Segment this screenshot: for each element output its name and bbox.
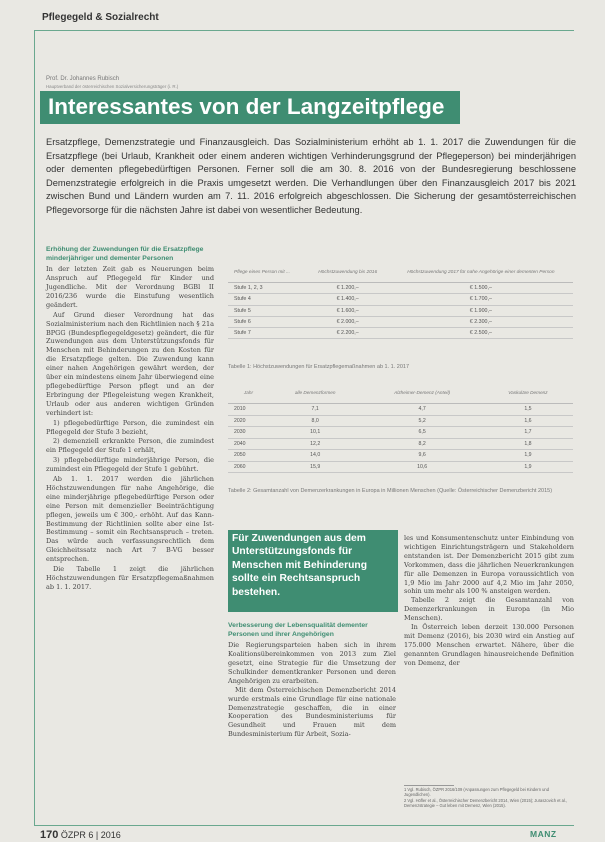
table-cell: Stufe 7 (228, 328, 307, 339)
table-cell: 1,5 (483, 404, 573, 416)
table-row (228, 283, 573, 294)
table-cell: 1,9 (483, 450, 573, 462)
table-cell: € 2.200,– (307, 328, 389, 339)
table-row (228, 427, 573, 439)
header-rule (34, 30, 574, 31)
table-cell: 1,7 (483, 427, 573, 439)
footnote: 1 Vgl. Rubisch, ÖZPR 2016/109 (Anpassungen zum Pflegegeld bei Kindern und Jugendlichen). (404, 787, 549, 797)
page-number: 170 (40, 829, 59, 841)
table-row (228, 294, 573, 305)
pull-quote: Für Zuwendungen aus dem Unterstützungsfonds für Menschen mit Behinderung sollte ein Rechtsanspruch bestehen. (232, 533, 368, 598)
table-row (228, 404, 573, 416)
table-row (228, 316, 573, 327)
paragraph: Mit dem Österreichischen Demenzbericht 2014 wurde erstmals eine Grundlage für eine nationale Demenzstrategie geschaffen, die in einer Kooperation des Bundesministeriums für Gesundheit und Frauen mit dem Bundesministerium für Arbeit, Sozia- (228, 685, 396, 739)
table-cell: 9,6 (361, 450, 482, 462)
table-cell: Stufe 6 (228, 316, 307, 327)
author-affiliation: Hauptverband der österreichischen Sozialversicherungsträger (i. R.) (46, 84, 179, 89)
table-row (228, 438, 573, 450)
table-cell: 2060 (228, 461, 269, 473)
article-title: Interessantes von der Langzeitpflege (48, 94, 445, 119)
table-header-cell: Höchstzuwendung 2017 für nahe Angehörige einer dementen Person (389, 262, 573, 283)
table-cell: € 2.500,– (389, 328, 573, 339)
issue-label: ÖZPR 6 | 2016 (60, 830, 121, 840)
right-column (404, 534, 574, 668)
table-header-cell: Pflege eines Person mit ... (228, 262, 307, 283)
paragraph: 2) demenziell erkrankte Person, die zumindest ein Pflegegeld der Stufe 1 erhält, (46, 437, 214, 455)
table-header-cell: Jahr (228, 381, 269, 404)
folio (40, 829, 121, 841)
table-header-cell: alle Demenzformen (269, 381, 361, 404)
middle-column-heading: Verbesserung der Lebensqualität dementer Personen und ihrer Angehörigen (228, 622, 368, 638)
table-cell: 2040 (228, 438, 269, 450)
paragraph: In der letzten Zeit gab es Neuerungen beim Anspruch auf Pflegegeld für Kinder und Jugendliche. Mit der Verordnung BGBl II 2016/236 wurde die Einstufung wesentlich geändert. (46, 265, 214, 309)
paragraph: Ab 1. 1. 2017 werden die jährlichen Höchstzuwendungen für nahe Angehörige, die eine minderjährige pflegebedürftige Person oder eine Person mit demenzieller Beeinträchtigung pflegen, jeweils um € 300,- erhöht. Auf das Kann-Bestimmung der Richtlinien sollte aber eine Ist-Bestimmung – somit ein Rechtsanspruch – treten. Das würde auch verfassungsrechtlich dem Gleichheitssatz nach Art 7 B-VG besser entsprechen. (46, 475, 214, 564)
table-cell: 8,0 (269, 415, 361, 427)
table-row (228, 415, 573, 427)
table-cell: 14,0 (269, 450, 361, 462)
table-cell: 1,6 (483, 415, 573, 427)
table-cell: € 1.200,– (307, 283, 389, 294)
table-cell: 10,6 (361, 461, 482, 473)
table-cell: € 1.700,– (389, 294, 573, 305)
table-cell: € 1.900,– (389, 305, 573, 316)
table-header-row (228, 262, 573, 283)
table-demenz (228, 381, 573, 473)
paragraph: Die Regierungsparteien haben sich in ihrem Koalitionsübereinkommen von 2013 zum Ziel gesetzt, eine Strategie für die Umsetzung der Schulkinder dementkranker Personen und deren Angehörigen zu erarbeiten. (228, 641, 396, 685)
footnote-rule (404, 785, 454, 786)
table-cell: Stufe 1, 2, 3 (228, 283, 307, 294)
table-cell: 2030 (228, 427, 269, 439)
table-row (228, 461, 573, 473)
table-caption: Tabelle 1: Höchstzuwendungen für Ersatzpflegemaßnahmen ab 1. 1. 2017 (228, 364, 410, 370)
table-cell: € 1.500,– (389, 283, 573, 294)
table-header-cell: Alzheimer-Demenz (Anteil) (361, 381, 482, 404)
table-cell: 1,8 (483, 438, 573, 450)
footnotes (404, 787, 574, 809)
table-cell: 2010 (228, 404, 269, 416)
table-cell: € 2.300,– (389, 316, 573, 327)
left-column-heading: Erhöhung der Zuwendungen für die Ersatzpflege minderjähriger und dementer Personen (46, 246, 204, 262)
table-header-cell: Vaskuläre Demenz (483, 381, 573, 404)
table-ersatzpflege (228, 262, 573, 339)
paragraph: 3) pflegebedürftige minderjährige Person, die zumindest ein Pflegegeld der Stufe 1 gebührt. (46, 456, 214, 474)
table-cell: 15,9 (269, 461, 361, 473)
footer-rule (34, 825, 574, 826)
table-cell: 10,1 (269, 427, 361, 439)
paragraph: Die Tabelle 1 zeigt die jährlichen Höchstzuwendungen für Ersatzpflegemaßnahmen ab 1. 1. 2017. (46, 565, 214, 591)
paragraph: 1) pflegebedürftige Person, die zumindest ein Pflegegeld der Stufe 3 bezieht, (46, 418, 214, 436)
paragraph: In Österreich leben derzeit 130.000 Personen mit Demenz (2016), bis 2030 wird ein Anstieg auf 175.000 Menschen erwartet. Nähere, über die genannten Grundlagen hinausreichende Definition von Demenz, der (404, 623, 574, 667)
table-cell: 4,7 (361, 404, 482, 416)
table-cell: 6,5 (361, 427, 482, 439)
table-cell: € 2.000,– (307, 316, 389, 327)
table-cell: 1,9 (483, 461, 573, 473)
margin-rule (34, 30, 35, 825)
table-header-cell: Höchstzuwendung bis 2016 (307, 262, 389, 283)
table-row (228, 450, 573, 462)
article-intro: Ersatzpflege, Demenzstrategie und Finanzausgleich. Das Sozialministerium erhöht ab 1. 1. 2017 die Zuwendungen für die Ersatzpflege (bei Urlaub, Krankheit oder einem anderen wichtigen Verhinderungsgrund der Pflegeperson) bei minderjährigen oder dementen pflegebedürftigen Personen. Ferner soll die am 30. 8. 2016 von der Bundesregierung beschlossene Demenzstrategie erfolgreich in die Praxis umgesetzt werden. Die Verhandlungen über den Finanzausgleich 2017 bis 2021 zwischen Bund und Ländern wurden am 7. 11. 2016 erfolgreich abgeschlossen. Die Sicherung der gesamtösterreichischen Pflegevorsorge für die nächsten Jahre ist dabei von wesentlicher Bedeutung. (46, 137, 576, 215)
table-cell: Stufe 5 (228, 305, 307, 316)
paragraph: Tabelle 2 zeigt die Gesamtanzahl von Demenzerkrankungen in Europa (in Mio Menschen). (404, 596, 574, 623)
table-cell: € 1.400,– (307, 294, 389, 305)
left-column (46, 246, 214, 593)
table-cell: 8,2 (361, 438, 482, 450)
table-cell: 12,2 (269, 438, 361, 450)
author-name: Prof. Dr. Johannes Rubisch (46, 76, 120, 82)
table-cell: 5,2 (361, 415, 482, 427)
table-row (228, 328, 573, 339)
table-cell: 7,1 (269, 404, 361, 416)
publisher-logo: MANZ (530, 829, 557, 839)
paragraph: les und Konsumentenschutz unter Einbindung von wichtigen Einrichtungsträgern und Stakeholdern entstanden ist. Der Demenzbericht 2015 gibt zum Vorkommen, dass die jährlichen Neuerkrankungen für alle Demenzen in Europa voraussichtlich von 1,9 Mio im Jahr 2000 auf 4,2 Mio im Jahr 2050, sohin um mehr als 100 % ansteigen werden. (404, 534, 574, 596)
table-header-row (228, 381, 573, 404)
table-cell: 2050 (228, 450, 269, 462)
footnote: 2 Vgl. Höfler et al., Österreichischer Demenzbericht 2014, Wien (2015); Juraszovich et al., Demenzstrategie – Gut leben mit Demenz, Wien (2015). (404, 798, 568, 808)
table-cell: Stufe 4 (228, 294, 307, 305)
table-caption: Tabelle 2: Gesamtanzahl von Demenzerkrankungen in Europa in Millionen Menschen (Quelle: Österreichischer Demenzbericht 2015) (228, 488, 553, 494)
table-cell: € 1.600,– (307, 305, 389, 316)
paragraph: Auf Grund dieser Verordnung hat das Sozialministerium nach den Richtlinien nach § 21a BPGG (Bundespflegegeldgesetz) geändert, die für Zuwendungen aus dem Unterstützungsfonds für Menschen mit Behinderungen zu den Kosten für die Ersatzpflege gelten. Die Zuwendung kann einer nahen Angehörigen gewährt werden, der über ein mindestens einem Jahr überwiegend eine pflegebedürftige Person pflegt und an der Erbringung der Pflegeleistung wegen Krankheit, Urlaub oder aus anderen wichtigen Gründen verhindert ist: (46, 310, 214, 417)
table-row (228, 305, 573, 316)
section-label: Pflegegeld & Sozialrecht (42, 12, 159, 23)
middle-column (228, 622, 396, 739)
table-cell: 2020 (228, 415, 269, 427)
